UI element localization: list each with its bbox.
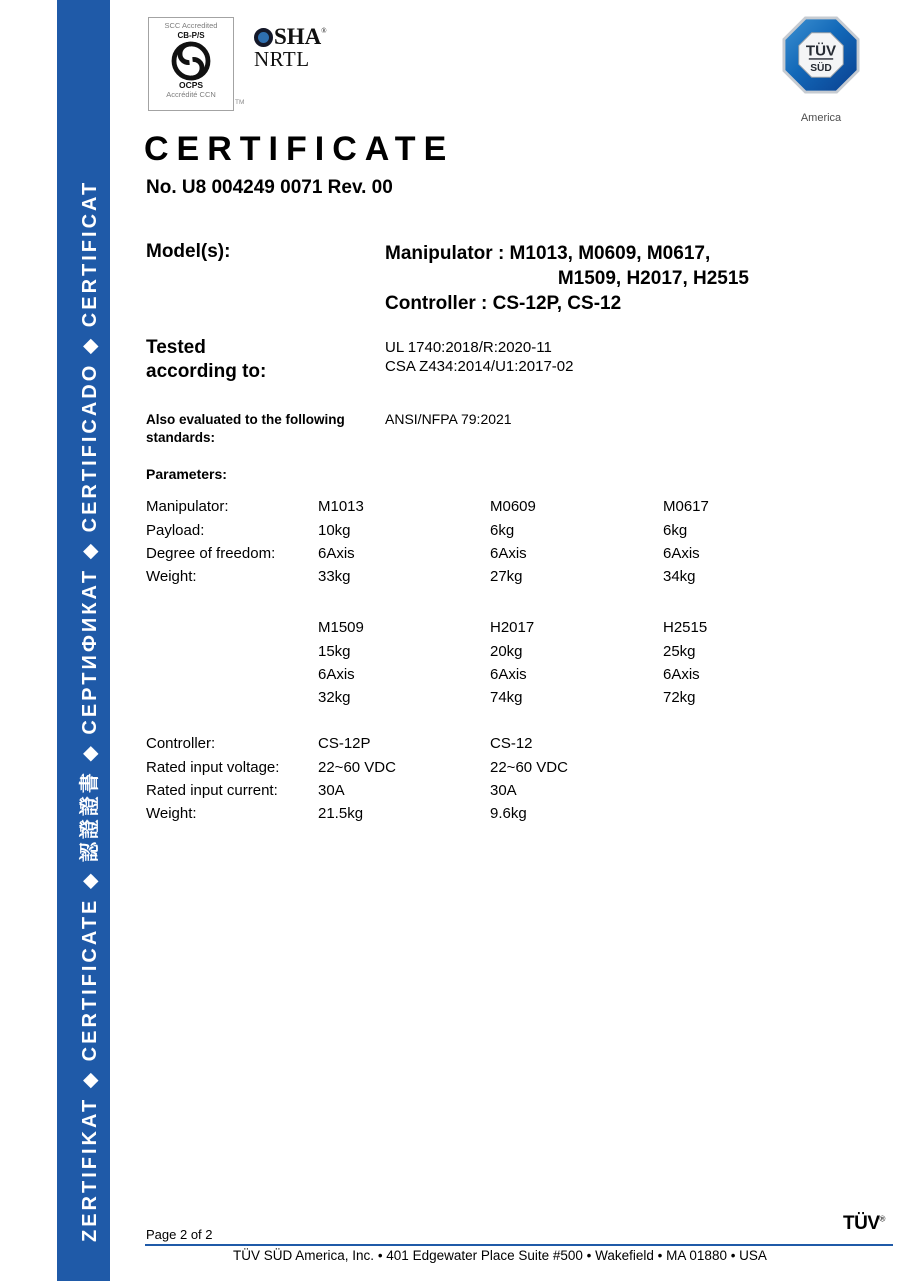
param-cell: 21.5kg <box>318 805 364 823</box>
parameters-heading: Parameters: <box>146 466 227 482</box>
page-number: Page 2 of 2 <box>146 1227 213 1242</box>
param-cell: 6Axis <box>318 665 355 683</box>
models-label: Model(s): <box>146 241 231 262</box>
osha-wordmark: SHA <box>274 24 322 49</box>
param-cell: 27kg <box>490 568 523 586</box>
osha-o-icon <box>254 28 273 47</box>
param-cell: CS-12P <box>318 735 371 753</box>
certificate-side-band <box>57 0 110 1281</box>
param-cell: M1013 <box>318 498 364 516</box>
tuv-octagon-tuv-text: TÜV <box>805 42 837 60</box>
param-cell: 72kg <box>663 689 696 707</box>
tuv-sud-logo <box>781 16 861 124</box>
param-cell: 10kg <box>318 521 351 539</box>
param-cell: 6Axis <box>490 544 527 562</box>
nrtl-wordmark: NRTL <box>254 47 310 71</box>
tuv-octagon-sud-text: SÜD <box>810 63 832 75</box>
param-cell: 32kg <box>318 689 351 707</box>
tuv-region-label: America <box>800 112 842 124</box>
tested-label-line1: Tested <box>146 337 206 358</box>
osha-nrtl-logo <box>254 24 327 72</box>
param-row-label: Controller: <box>146 735 216 753</box>
tested-standard-2: CSA Z434:2014/U1:2017-02 <box>385 357 574 375</box>
scc-accredite-label: Accrédité CCN <box>166 89 216 99</box>
param-cell: 15kg <box>318 642 351 660</box>
param-row-label: Weight: <box>146 805 197 823</box>
scc-cbps-label: CB-P/S <box>177 30 205 40</box>
param-cell: 30A <box>318 781 345 799</box>
param-cell: M0609 <box>490 498 536 516</box>
param-row-label: Rated input voltage: <box>146 758 280 776</box>
param-cell: 6kg <box>663 521 688 539</box>
param-cell: 22~60 VDC <box>318 758 396 776</box>
param-cell: 25kg <box>663 642 696 660</box>
param-row-label: Payload: <box>146 521 205 539</box>
models-manipulator-line1: Manipulator : M1013, M0609, M0617, <box>385 243 711 264</box>
scc-accreditation-mark <box>148 17 234 111</box>
tested-standards <box>385 339 573 376</box>
also-evaluated-label-line2: standards: <box>146 430 216 445</box>
scc-ocps-label: OCPS <box>178 79 204 90</box>
param-cell: 33kg <box>318 568 351 586</box>
company-address: TÜV SÜD America, Inc. • 401 Edgewater Place Suite #500 • Wakefield • MA 01880 • USA <box>233 1248 767 1263</box>
tested-label-line2: according to: <box>146 361 267 382</box>
param-cell: 74kg <box>490 689 523 707</box>
controller-parameters <box>146 732 663 826</box>
certificate-title: CERTIFICATE <box>144 130 455 168</box>
models-manipulator-line2: M1509, H2017, H2515 <box>557 268 749 289</box>
also-evaluated-standard: ANSI/NFPA 79:2021 <box>385 411 512 427</box>
param-cell: 6Axis <box>663 544 700 562</box>
param-row-label: Rated input current: <box>146 781 278 799</box>
param-cell: 6Axis <box>490 665 527 683</box>
tuv-footer-text: TÜV <box>843 1213 880 1234</box>
certificate-number: No. U8 004249 0071 Rev. 00 <box>146 177 393 198</box>
tuv-footer-registered-symbol: ® <box>879 1214 885 1224</box>
param-cell: M1509 <box>318 619 364 637</box>
param-cell: M0617 <box>663 498 709 516</box>
osha-registered-symbol: ® <box>321 27 327 35</box>
tuv-sud-octagon-icon <box>782 16 860 94</box>
tested-according-label <box>146 336 266 384</box>
scc-trademark-symbol: TM <box>235 99 245 106</box>
param-row-label: Weight: <box>146 568 197 586</box>
models-value <box>385 241 749 316</box>
param-cell: 6Axis <box>663 665 700 683</box>
manipulator-parameters-group1 <box>146 495 843 589</box>
param-cell: CS-12 <box>490 735 533 753</box>
tuv-footer-wordmark <box>843 1213 885 1235</box>
param-cell: H2515 <box>663 619 708 637</box>
side-band-multilingual-text: ZERTIFIKAT ◆ CERTIFICATE ◆ 認證證書 ◆ СЕРТИФИКАТ ◆ CERTIFICADO ◆ CERTIFICAT <box>79 179 101 1242</box>
param-cell: 30A <box>490 781 517 799</box>
also-evaluated-label-line1: Also evaluated to the following <box>146 412 345 427</box>
param-row-label: Manipulator: <box>146 498 229 516</box>
param-cell: 20kg <box>490 642 523 660</box>
param-cell: 34kg <box>663 568 696 586</box>
footer-divider <box>145 1244 893 1246</box>
param-row-label: Degree of freedom: <box>146 544 276 562</box>
also-evaluated-label <box>146 411 345 447</box>
param-cell: 6kg <box>490 521 515 539</box>
tested-standard-1: UL 1740:2018/R:2020-11 <box>385 339 552 356</box>
manipulator-parameters-group2 <box>318 616 843 710</box>
models-controller-line: Controller : CS-12P, CS-12 <box>385 293 622 314</box>
param-cell: 22~60 VDC <box>490 758 568 776</box>
param-cell: H2017 <box>490 619 535 637</box>
scc-accredited-label: SCC Accredited <box>164 21 218 30</box>
param-cell: 6Axis <box>318 544 355 562</box>
param-cell: 9.6kg <box>490 805 527 823</box>
scc-spiral-icon <box>171 41 211 81</box>
